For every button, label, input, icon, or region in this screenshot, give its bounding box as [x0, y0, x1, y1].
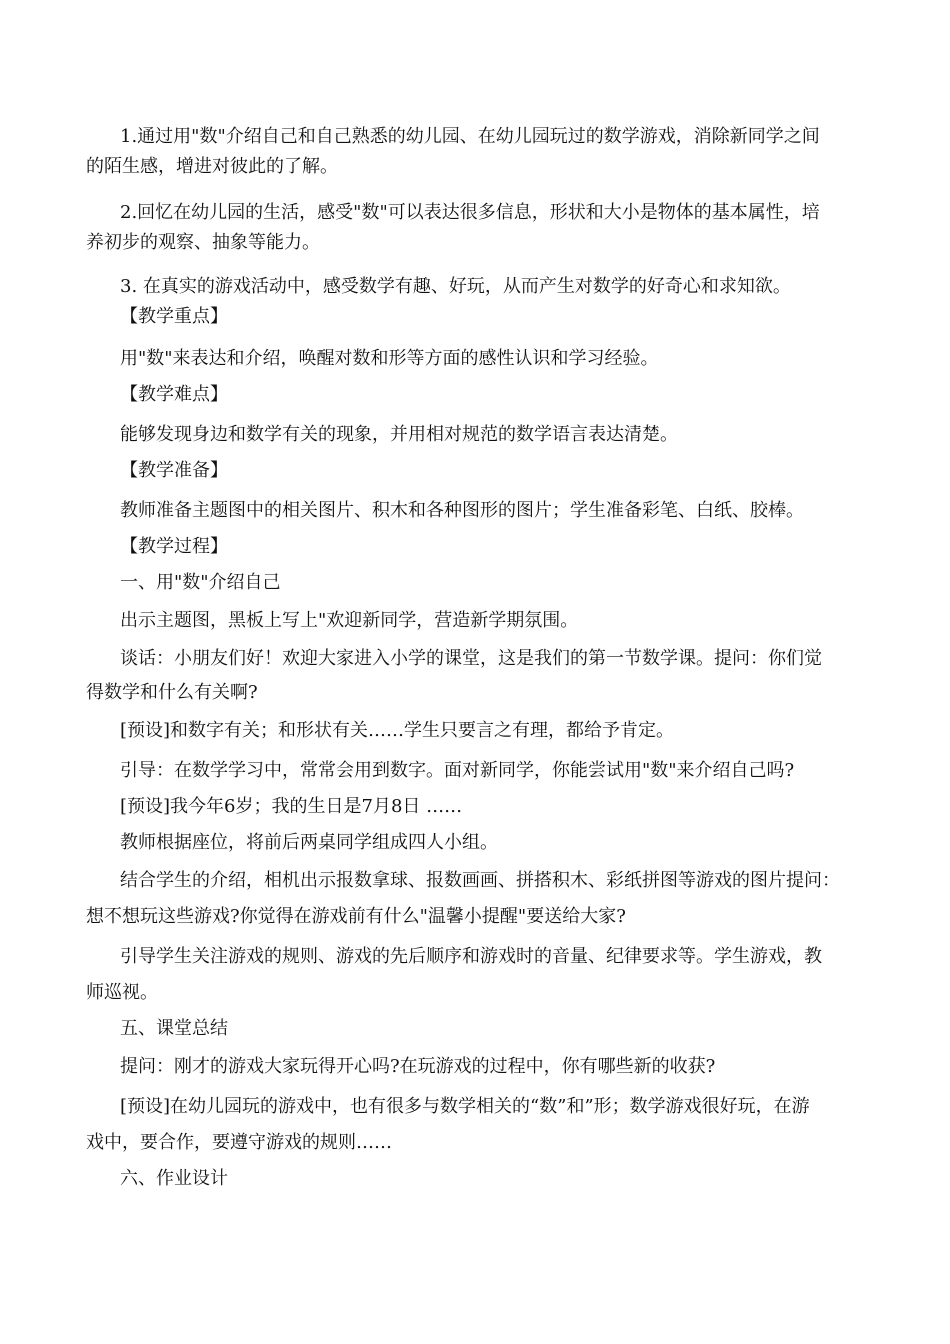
rules-guidance-line-2: 师巡视。 — [86, 982, 158, 1003]
key-points-text: 用"数"来表达和介绍，唤醒对数和形等方面的感性认识和学习经验。 — [120, 348, 659, 369]
game-prompt-line-2: 想不想玩这些游戏?你觉得在游戏前有什么"温馨小提醒"要送给大家? — [86, 906, 626, 927]
teacher-grouping-paragraph: 教师根据座位，将前后两桌同学组成四人小组。 — [120, 832, 498, 853]
rules-guidance-line-1: 引导学生关注游戏的规则、游戏的先后顺序和游戏时的音量、纪律要求等。学生游戏，教 — [120, 946, 822, 967]
heading-process: 【教学过程】 — [120, 536, 228, 557]
objective-2-line-1: 2.回忆在幼儿园的生活，感受"数"可以表达很多信息，形状和大小是物体的基本属性，培 — [120, 202, 820, 223]
section-5-heading: 五、课堂总结 — [120, 1018, 228, 1039]
conversation-line-1: 谈话：小朋友们好！欢迎大家进入小学的课堂，这是我们的第一节数学课。提问：你们觉 — [120, 648, 822, 669]
heading-preparation: 【教学准备】 — [120, 460, 228, 481]
difficulties-text: 能够发现身边和数学有关的现象，并用相对规范的数学语言表达清楚。 — [120, 424, 678, 445]
objective-1-line-2: 的陌生感，增进对彼此的了解。 — [86, 156, 338, 177]
summary-preset-line-1: [预设]在幼儿园玩的游戏中，也有很多与数学相关的“数”和”形；数学游戏很好玩，在游 — [120, 1096, 810, 1117]
heading-difficulties: 【教学难点】 — [120, 384, 228, 405]
objective-3: 3. 在真实的游戏活动中，感受数学有趣、好玩，从而产生对数学的好奇心和求知欲。 — [120, 276, 791, 297]
preset-paragraph: [预设]和数字有关；和形状有关……学生只要言之有理，都给予肯定。 — [120, 720, 675, 741]
section-6-heading: 六、作业设计 — [120, 1168, 228, 1189]
objective-2-line-2: 养初步的观察、抽象等能力。 — [86, 232, 320, 253]
summary-question: 提问：刚才的游戏大家玩得开心吗?在玩游戏的过程中，你有哪些新的收获? — [120, 1056, 716, 1077]
preset-paragraph: [预设]我今年6岁；我的生日是7月8日 …… — [120, 796, 463, 817]
summary-preset-line-2: 戏中，要合作，要遵守游戏的规则…… — [86, 1132, 392, 1153]
conversation-line-2: 得数学和什么有关啊? — [86, 682, 258, 703]
heading-key-points: 【教学重点】 — [120, 306, 228, 327]
game-prompt-line-1: 结合学生的介绍，相机出示报数拿球、报数画画、拼搭积木、彩纸拼图等游戏的图片提问： — [120, 870, 840, 891]
objective-1-line-1: 1.通过用"数"介绍自己和自己熟悉的幼儿园、在幼儿园玩过的数学游戏，消除新同学之间 — [120, 126, 820, 147]
preparation-text: 教师准备主题图中的相关图片、积木和各种图形的图片；学生准备彩笔、白纸、胶棒。 — [120, 500, 804, 521]
section-1-heading: 一、用"数"介绍自己 — [120, 572, 281, 593]
process-paragraph: 出示主题图，黑板上写上"欢迎新同学，营造新学期氛围。 — [120, 610, 579, 631]
guidance-paragraph: 引导：在数学学习中，常常会用到数字。面对新同学，你能尝试用"数"来介绍自己吗? — [120, 760, 795, 781]
